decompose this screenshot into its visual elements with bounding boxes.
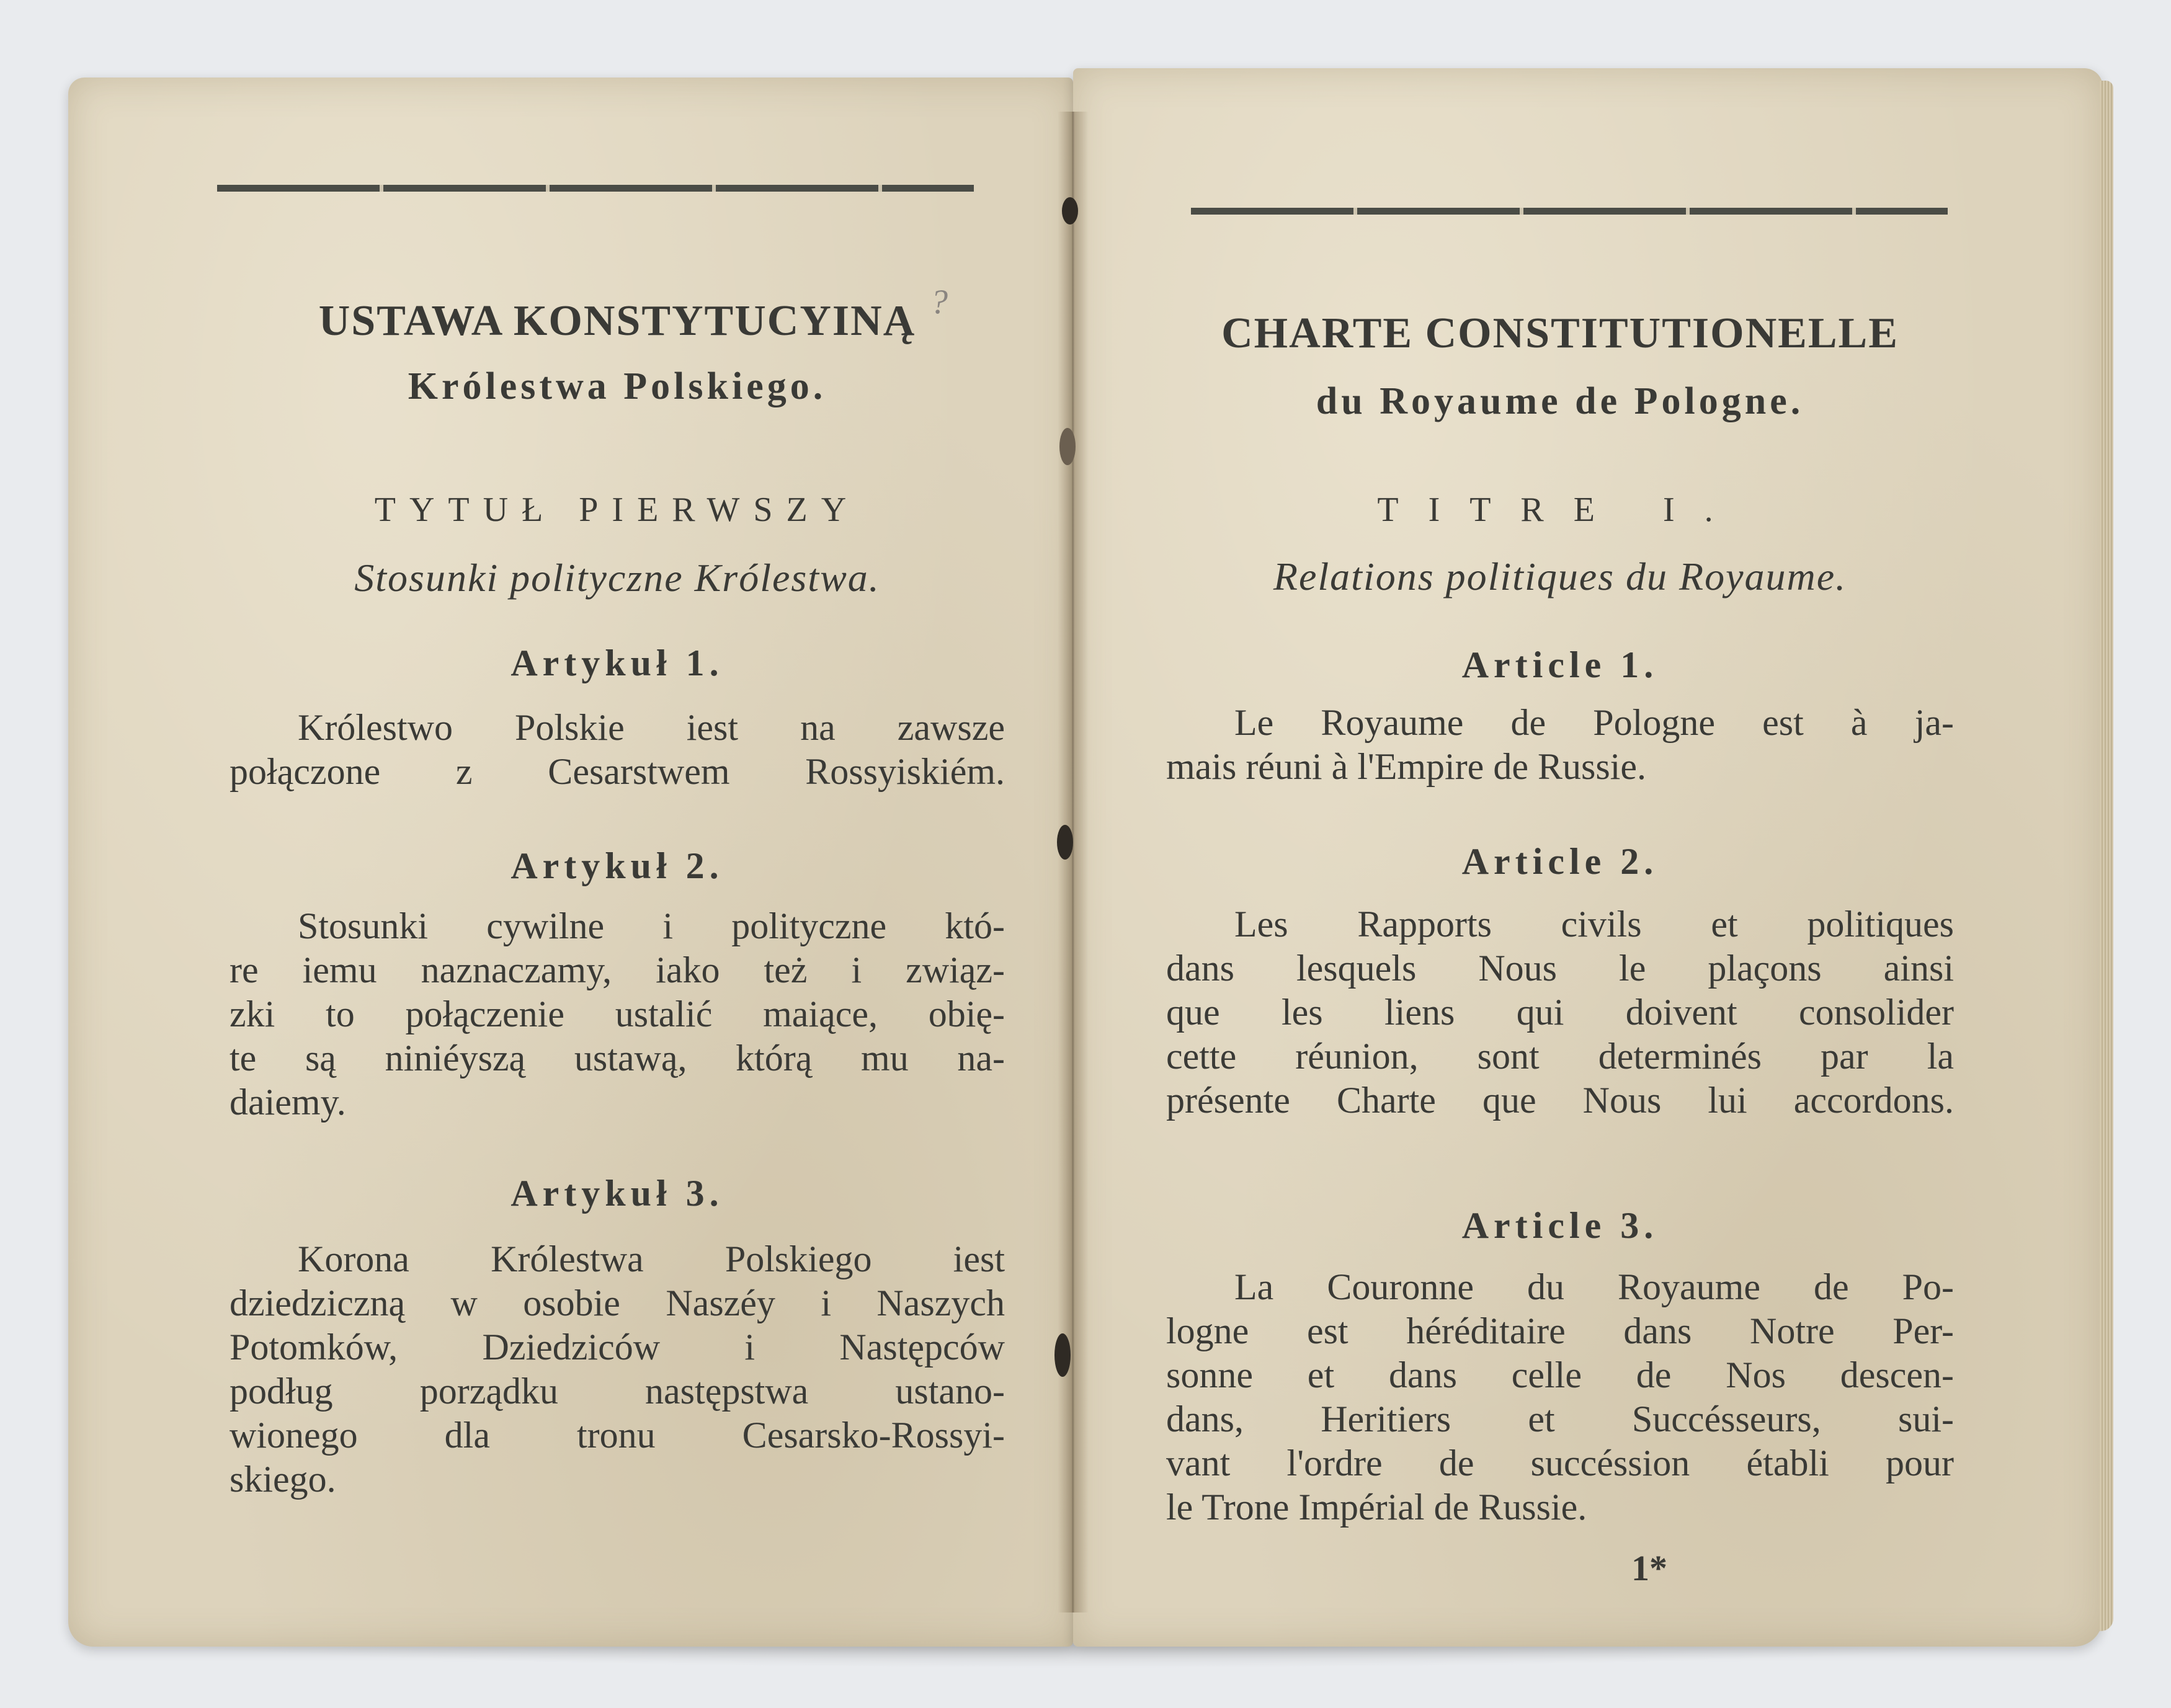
right-article-3-text <box>1166 1265 1954 1529</box>
right-part-heading: TITRE I. <box>1377 491 1743 529</box>
text-line: zki to połączenie ustalić maiące, obię- <box>230 994 1005 1034</box>
left-article-2-heading: Artykuł 2. <box>510 845 724 886</box>
right-article-1-text <box>1166 701 1954 789</box>
text-line: que les liens qui doivent consolider <box>1166 992 1954 1033</box>
text-line: vant l'ordre de succéssion établi pour <box>1166 1443 1954 1483</box>
text-line: podług porządku następstwa ustano- <box>230 1371 1005 1412</box>
text-line: dans, Heritiers et Succésseurs, sui- <box>1166 1399 1954 1439</box>
right-article-2-heading: Article 2. <box>1461 841 1659 882</box>
text-line: Stosunki cywilne i polityczne któ- <box>298 905 1005 946</box>
binding-stitch <box>1054 1333 1071 1377</box>
page-edges <box>2100 81 2113 1631</box>
text-line: logne est héréditaire dans Notre Per- <box>1166 1310 1954 1351</box>
left-text-column <box>230 0 1005 1612</box>
left-article-3-heading: Artykuł 3. <box>510 1173 724 1214</box>
text-line: présente Charte que Nous lui accordons. <box>1166 1080 1954 1121</box>
right-article-1-heading: Article 1. <box>1461 644 1659 685</box>
text-line: Potomków, Dziedziców i Następców <box>230 1327 1005 1368</box>
signature-mark: 1* <box>1631 1548 1667 1588</box>
text-line: cette réunion, sont determinés par la <box>1166 1036 1954 1077</box>
right-article-3-heading: Article 3. <box>1461 1205 1659 1246</box>
text-line: Les Rapports civils et politiques <box>1234 904 1954 945</box>
right-title: CHARTE CONSTITUTIONELLE <box>1221 309 1899 357</box>
left-part-heading: TYTUŁ PIERWSZY <box>374 491 860 529</box>
text-line: re iemu naznaczamy, iako też i związ- <box>230 950 1005 990</box>
left-article-3-text <box>230 1237 1005 1501</box>
left-title: USTAWA KONSTYTUCYINĄ <box>318 297 916 345</box>
right-subtitle: du Royaume de Pologne. <box>1316 380 1804 422</box>
text-line: mais réuni à l'Empire de Russie. <box>1166 746 1646 787</box>
text-line: sonne et dans celle de Nos descen- <box>1166 1354 1954 1395</box>
binding-stitch <box>1059 428 1076 465</box>
book-gutter <box>1058 112 1089 1612</box>
right-part-subheading: Relations politiques du Royaume. <box>1273 554 1847 598</box>
text-line: daiemy. <box>230 1082 346 1123</box>
left-part-subheading: Stosunki polityczne Królestwa. <box>354 556 880 600</box>
left-article-1-text <box>230 706 1005 794</box>
text-line: skiego. <box>230 1459 336 1500</box>
binding-stitch <box>1062 197 1078 225</box>
right-text-column <box>1166 0 1954 1612</box>
text-line: Królestwo Polskie iest na zawsze <box>298 707 1005 748</box>
binding-stitch <box>1057 825 1073 860</box>
left-article-1-heading: Artykuł 1. <box>510 643 724 683</box>
text-line: dziedziczną w osobie Naszéy i Naszych <box>230 1283 1005 1323</box>
text-line: Le Royaume de Pologne est à ja- <box>1234 702 1954 743</box>
text-line: Korona Królestwa Polskiego iest <box>298 1239 1005 1279</box>
text-line: dans lesquels Nous le plaçons ainsi <box>1166 948 1954 989</box>
text-line: połączone z Cesarstwem Rossyiskiém. <box>230 751 1005 792</box>
pencil-question-mark: ? <box>930 283 948 321</box>
left-article-2-text <box>230 904 1005 1124</box>
text-line: te są niniéyszą ustawą, którą mu na- <box>230 1038 1005 1079</box>
text-line: La Couronne du Royaume de Po- <box>1234 1266 1954 1307</box>
right-article-2-text <box>1166 902 1954 1123</box>
left-subtitle: Królestwa Polskiego. <box>408 365 827 407</box>
text-line: le Trone Impérial de Russie. <box>1166 1487 1587 1528</box>
text-line: wionego dla tronu Cesarsko-Rossyi- <box>230 1415 1005 1456</box>
